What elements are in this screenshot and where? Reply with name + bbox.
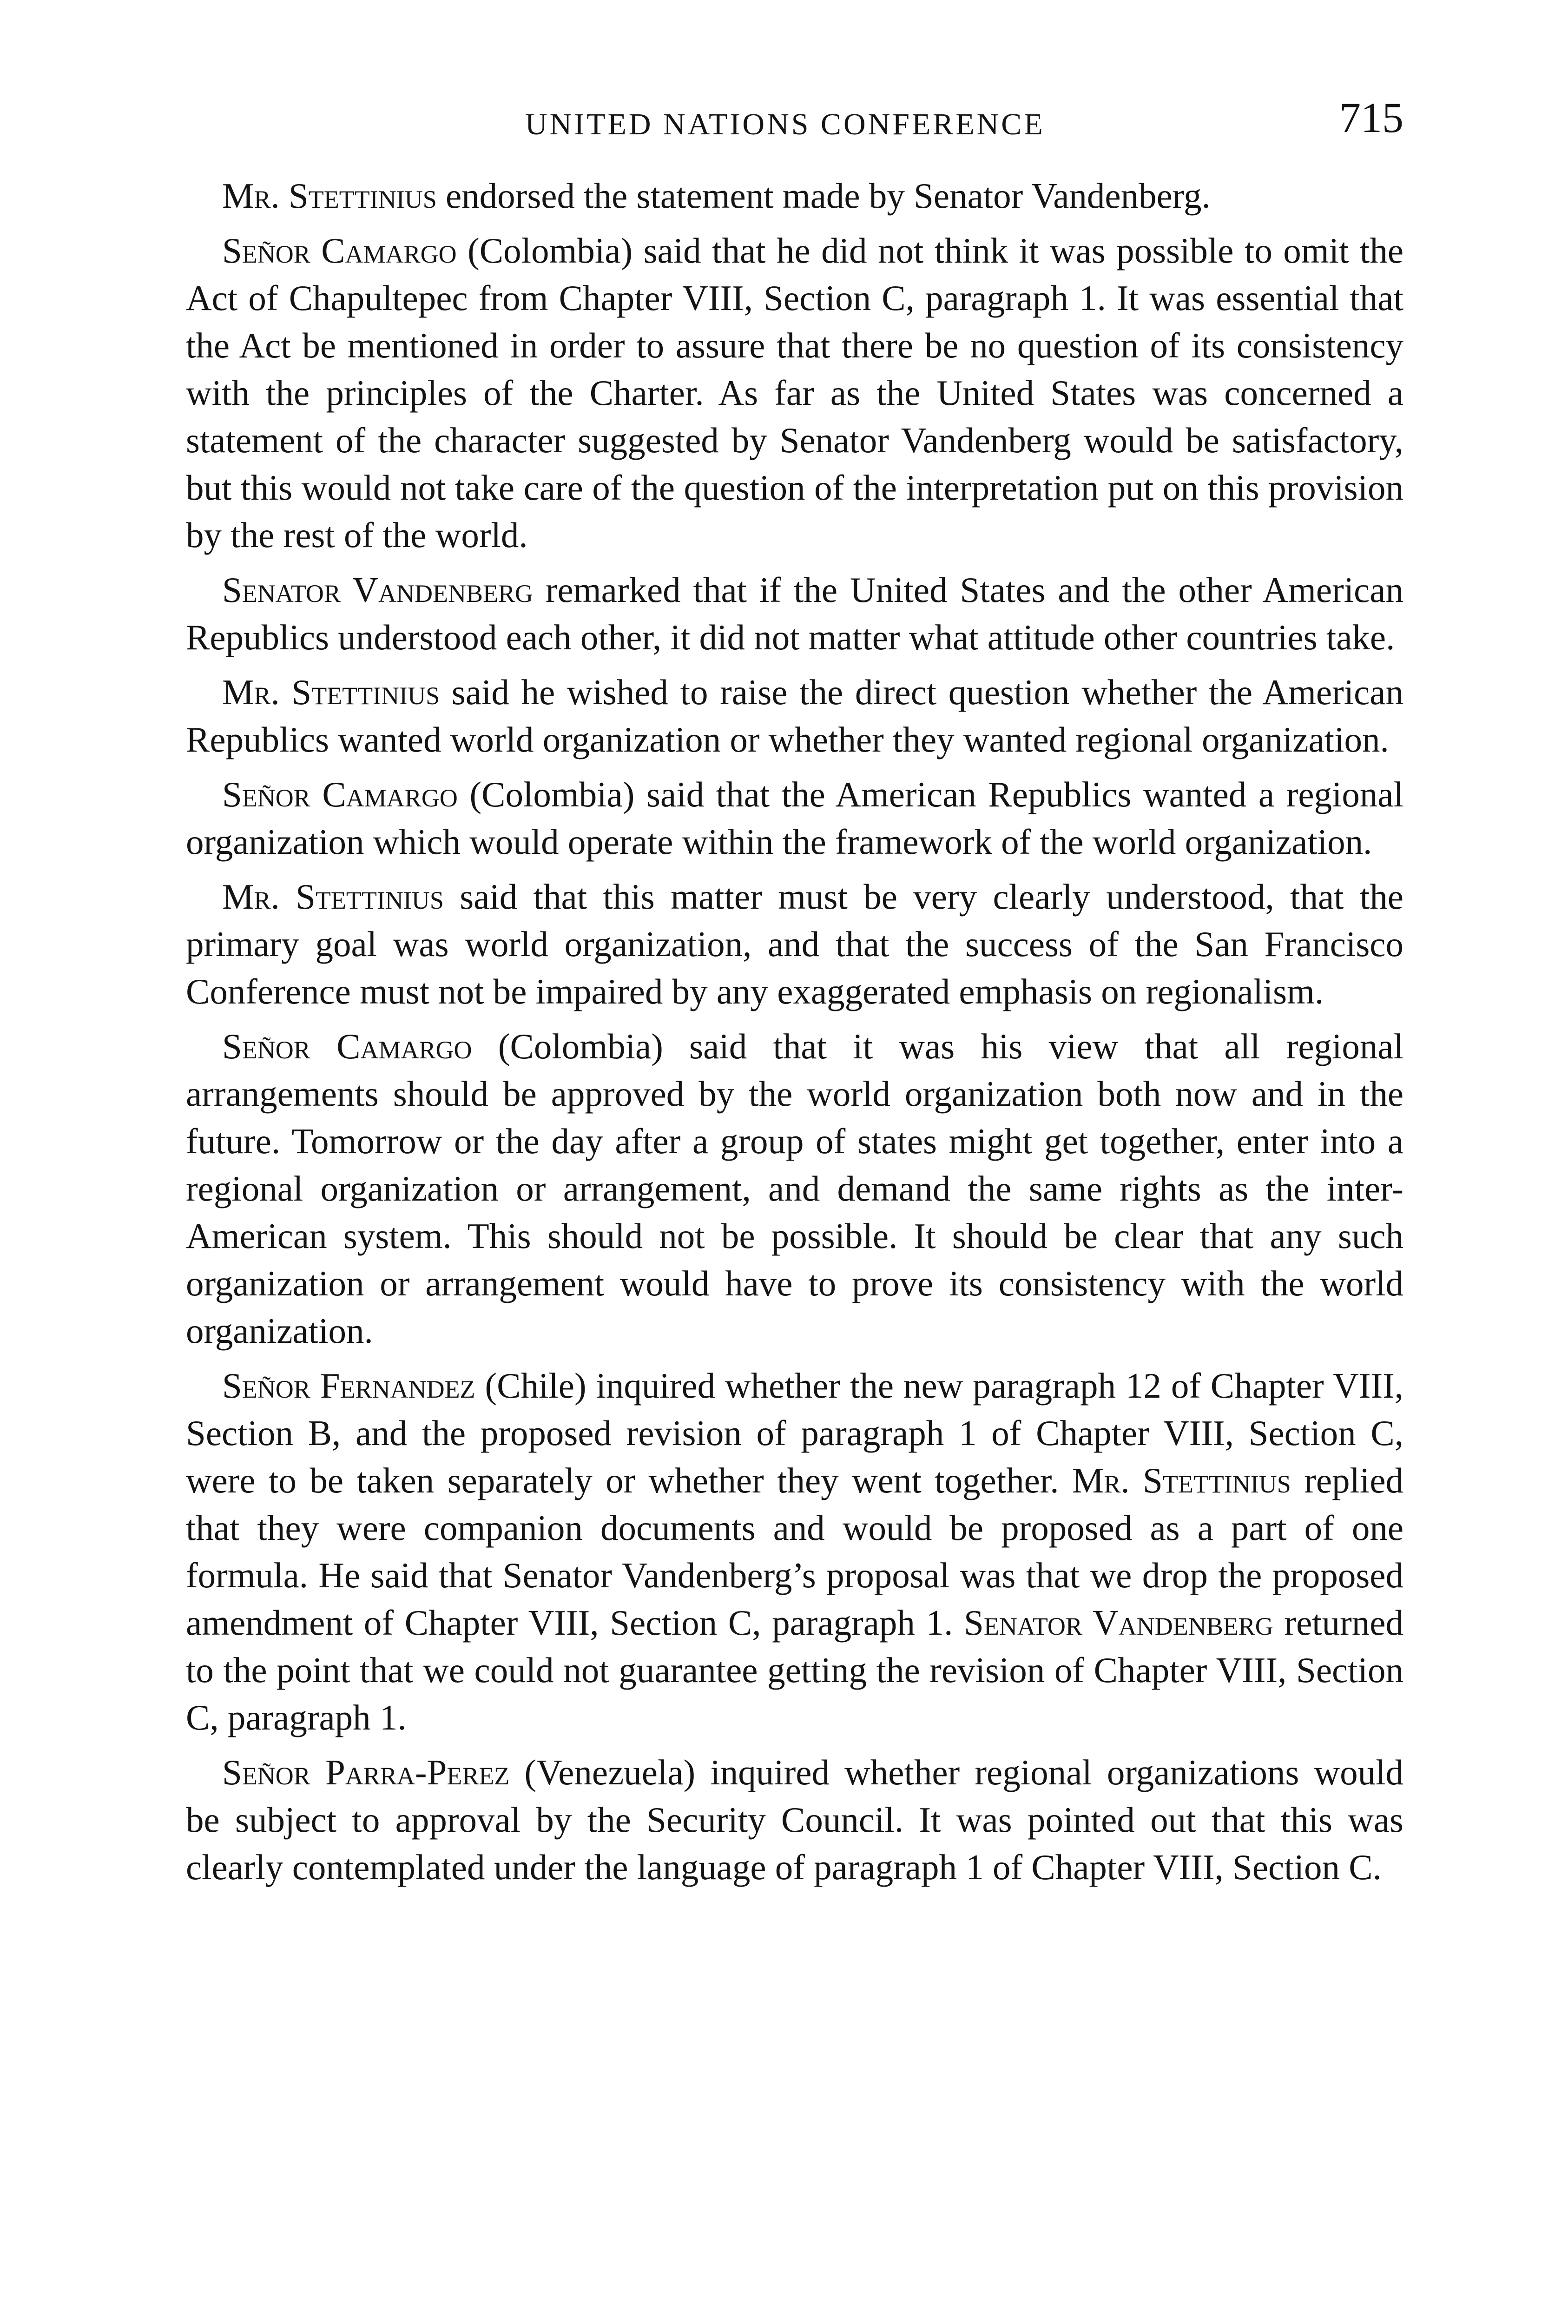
paragraph-text: (Colombia) said that it was his view that all regional arrangements should be approved by the world organization both now and in the future. Tomorrow or the day after a group of states might get together, enter into a regional organization or arrangement, and demand the same rights as the inter-American system. This should not be possible. It should be clear that any such organization or arrangement would have to prove its consistency with the world organization. <box>186 1026 1403 1351</box>
speaker-name: Señor Parra-Perez <box>222 1752 510 1792</box>
paragraph-text: said he wished to raise the direct question whether the American Republics wanted world organization or whether they wanted regional organization. <box>186 672 1403 759</box>
paragraph-text: remarked that if the United States and the other American Republics understood each other, it did not matter what attitude other countries take. <box>186 570 1403 657</box>
speaker-name: Señor Camargo <box>222 231 457 271</box>
speaker-name: Señor Camargo <box>222 774 458 814</box>
paragraph-2 <box>186 227 1403 559</box>
paragraph-6 <box>186 873 1403 1015</box>
document-page <box>186 93 1403 1898</box>
paragraph-3 <box>186 566 1403 661</box>
paragraph-4 <box>186 668 1403 763</box>
paragraph-text: endorsed the statement made by Senator Vandenberg. <box>436 176 1211 216</box>
page-number: 715 <box>1339 94 1403 141</box>
paragraph-text: replied that they were companion documents and would be proposed as a part of one formula. He said that Senator Vandenberg’s proposal was that we drop the proposed amendment of Chapter VIII, Section C, paragraph 1. <box>186 1460 1403 1643</box>
speaker-name: Señor Fernandez <box>222 1366 475 1406</box>
paragraph-9 <box>186 1749 1403 1891</box>
paragraph-text: said that this matter must be very clearly understood, that the primary goal was world organization, and that the success of the San Francisco Conference must not be impaired by any exaggerated emphasis on regionalism. <box>186 877 1403 1011</box>
speaker-name: Senator Vandenberg <box>964 1603 1273 1643</box>
paragraph-7 <box>186 1023 1403 1354</box>
speaker-name: Mr. Stettinius <box>222 176 437 216</box>
speaker-name: Mr. Stettinius <box>222 672 440 712</box>
paragraph-text: (Venezuela) inquired whether regional organizations would be subject to approval by the Security Council. It was pointed out that this was clearly contemplated under the language of paragraph 1 of Chapter VIII, Section C. <box>186 1752 1403 1887</box>
paragraph-text: (Colombia) said that he did not think it was possible to omit the Act of Chapultepec from Chapter VIII, Section C, paragraph 1. It was essential that the Act be mentioned in order to assure that there be no question of its consistency with the principles of the Charter. As far as the United States was concerned a statement of the character suggested by Senator Vandenberg would be satisfactory, but this would not take care of the question of the interpretation put on this provision by the rest of the world. <box>186 231 1404 555</box>
paragraph-8 <box>186 1362 1403 1741</box>
speaker-name: Senator Vandenberg <box>222 570 533 610</box>
paragraph-text: (Colombia) said that the American Republics wanted a regional organization which would operate within the framework of the world organization. <box>186 774 1404 862</box>
paragraph-text: returned to the point that we could not guarantee getting the revision of Chapter VIII, Section C, paragraph 1. <box>186 1603 1403 1737</box>
speaker-name: Mr. Stettinius <box>1072 1460 1291 1500</box>
speaker-name: Señor Camargo <box>222 1026 472 1066</box>
running-head <box>186 93 1403 172</box>
paragraph-1 <box>186 172 1403 219</box>
running-title: UNITED NATIONS CONFERENCE <box>525 107 1045 141</box>
paragraph-text: (Chile) inquired whether the new paragraph 12 of Chapter VIII, Section B, and the proposed revision of paragraph 1 of Chapter VIII, Section C, were to be taken separately or whether they went together. <box>186 1366 1403 1500</box>
speaker-name: Mr. Stettinius <box>222 877 444 917</box>
paragraph-5 <box>186 771 1403 865</box>
